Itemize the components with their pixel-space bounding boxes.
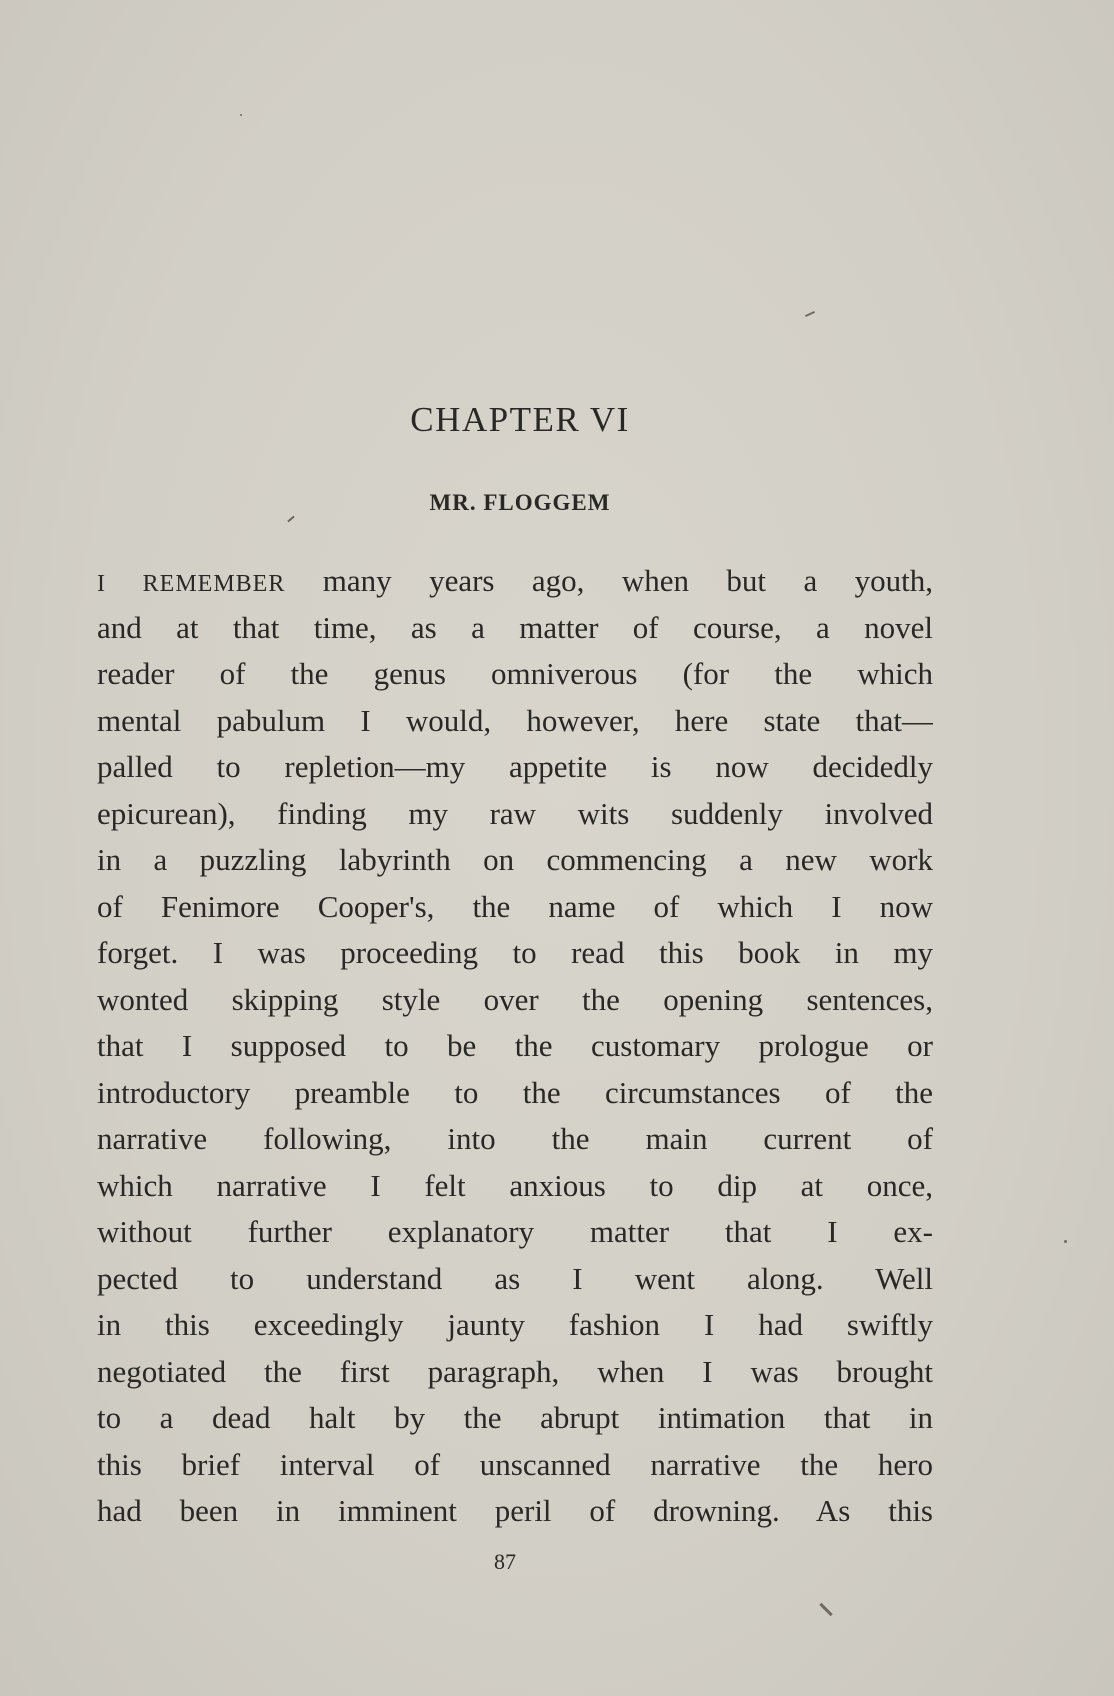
chapter-subtitle: MR. FLOGGEM [429,490,611,515]
scan-speck-mark [819,1603,832,1616]
text-line: that I supposed to be the customary prologue or [97,1028,933,1063]
page-number: 87 [494,1549,516,1574]
text-line: negotiated the first paragraph, when I was brought [97,1353,933,1389]
text-line: this brief interval of unscanned narrative the hero [97,1446,933,1482]
text-line: of Fenimore Cooper's, the name of which I now [97,888,933,924]
chapter-title: CHAPTER VI [410,400,630,439]
text-line: in this exceedingly jaunty fashion I had swiftly [97,1307,933,1342]
scan-speck-mark [805,311,815,317]
text-line-1 [97,558,933,605]
text-line: forget. I was proceeding to read this book in my [97,935,933,970]
text-line: introductory preamble to the circumstances of the [97,1074,933,1110]
scan-speck-mark [1064,1240,1067,1243]
text-line: mental pabulum I would, however, here state that— [97,702,933,738]
text-line: to a dead halt by the abrupt intimation that in [97,1400,933,1435]
text-line: wonted skipping style over the opening sentences, [97,981,933,1017]
text-line: in a puzzling labyrinth on commencing a new work [97,842,933,877]
text-line: which narrative I felt anxious to dip at once, [97,1167,933,1203]
text-line: reader of the genus omniverous (for the which [97,656,933,691]
first-line-rest: many years ago, when but a youth, [322,563,933,598]
scan-speck-mark [240,114,242,116]
body-paragraph [97,558,933,1535]
opening-word: I REMEMBER [97,571,286,597]
text-line: and at that time, as a matter of course, a novel [97,609,933,645]
text-line: had been in imminent peril of drowning. As this [97,1493,933,1528]
text-line: epicurean), finding my raw wits suddenly involved [97,795,933,831]
text-line: palled to repletion—my appetite is now decidedly [97,749,933,784]
text-line: without further explanatory matter that I ex- [97,1214,933,1249]
text-line: narrative following, into the main current of [97,1121,933,1156]
text-line: pected to understand as I went along. Well [97,1260,933,1296]
